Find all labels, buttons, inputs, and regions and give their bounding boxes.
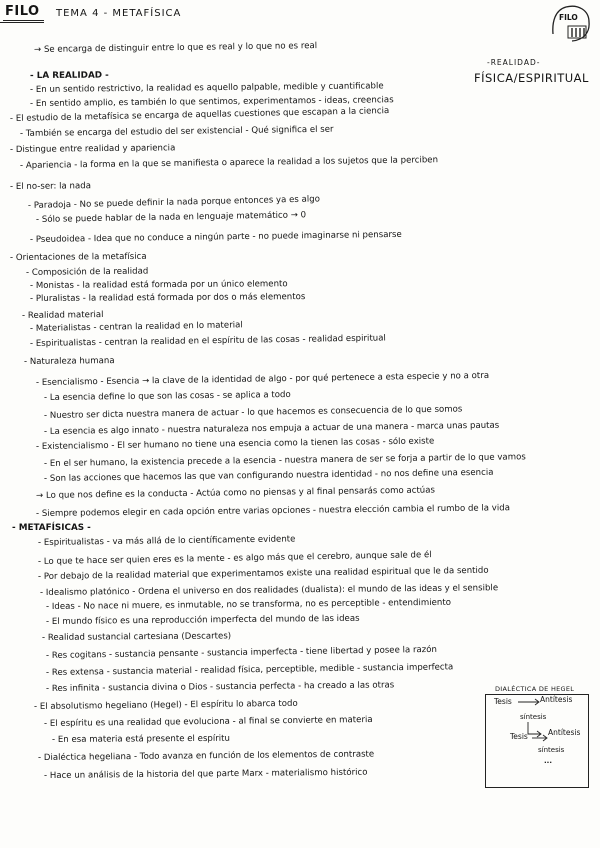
note-line: - Nuestro ser dicta nuestra manera de actuar - lo que hacemos es consecuencia de lo que somos [43, 404, 463, 421]
side-label: -REALIDAD- [487, 58, 541, 67]
note-line: - Distingue entre realidad y apariencia [9, 143, 176, 155]
diagram-antitesis-2: Antítesis [548, 728, 581, 737]
note-line: - Espiritualistas - centran la realidad en el espíritu de las cosas - realidad espiritual [29, 333, 386, 349]
note-line: - Por debajo de la realidad material que experimentamos existe una realidad espiritual que le da sentido [37, 565, 489, 582]
diagram-antitesis: Antítesis [540, 695, 573, 704]
note-line: - Sólo se puede hablar de la nada en lenguaje matemático → 0 [35, 210, 307, 225]
subject-label: FILO [3, 4, 44, 21]
note-line: - En un sentido restrictivo, la realidad es aquello palpable, medible y cuantificable [29, 81, 384, 95]
note-line: - Apariencia - la forma en la que se manifiesta o aparece la realidad a los sujetos que la perciben [19, 155, 439, 171]
note-line: - El mundo físico es una reproducción imperfecta del mundo de las ideas [45, 613, 360, 627]
note-line: - Materialistas - centran la realidad en lo material [29, 320, 243, 334]
note-line: - Dialéctica hegeliana - Todo avanza en función de los elementos de contraste [37, 749, 375, 763]
note-line: - La esencia es algo innato - nuestra naturaleza nos empuja a actuar de una manera - marca unas pautas [43, 420, 500, 437]
note-line: - Esencialismo - Esencia → la clave de la identidad de algo - por qué pertenece a esta especie y no a otra [35, 370, 490, 388]
note-line: - Siempre podemos elegir en cada opción entre varias opciones - nuestra elección cambia el rumbo de la vida [35, 503, 511, 519]
logo-text: FILO [559, 13, 578, 22]
note-line: - Monistas - la realidad está formada por un único elemento [29, 279, 288, 291]
diagram-title: DIALÉCTICA DE HEGEL [495, 685, 575, 693]
note-line: - El estudio de la metafísica se encarga de aquellas cuestiones que escapan a la ciencia [9, 106, 390, 124]
note-line: - Realidad material [21, 310, 104, 321]
diagram-tesis-2: Tesis [510, 732, 528, 741]
diagram-tesis: Tesis [494, 697, 512, 706]
diagram-sintesis-2: síntesis [538, 746, 565, 754]
note-line: - Res infinita - sustancia divina o Dios - sustancia perfecta - ha creado a las otras [45, 680, 395, 694]
hegel-dialectic-diagram [482, 684, 592, 794]
filo-logo [550, 4, 592, 44]
note-line: - Pluralistas - la realidad está formada por dos o más elementos [29, 292, 306, 304]
note-line: - Res extensa - sustancia material - realidad física, perceptible, medible - sustancia imperfecta [45, 662, 454, 678]
note-line: → Se encarga de distinguir entre lo que es real y lo que no es real [33, 41, 318, 55]
note-line: - La esencia define lo que son las cosas - se aplica a todo [43, 389, 291, 403]
note-line: - El espíritu es una realidad que evoluciona - al final se convierte en materia [43, 714, 373, 729]
note-line: - Lo que te hace ser quien eres es la mente - es algo más que el cerebro, aunque sale de él [37, 550, 432, 567]
note-line: - El absolutismo hegeliano (Hegel) - El espíritu lo abarca todo [33, 698, 298, 712]
note-line: - Composición de la realidad [25, 266, 149, 278]
note-line: - En el ser humano, la existencia precede a la esencia - nuestra manera de ser se forja a partir de lo que vamos [43, 452, 526, 469]
note-line: - Res cogitans - sustancia pensante - sustancia imperfecta - tiene libertad y posee la razón [45, 644, 438, 661]
note-line: - Realidad sustancial cartesiana (Descartes) [41, 631, 232, 643]
note-line: - En sentido amplio, es también lo que sentimos, experimentamos - ideas, creencias [29, 95, 394, 109]
note-line: - Orientaciones de la metafísica [9, 251, 147, 263]
section-heading: - LA REALIDAD - [29, 70, 109, 81]
section-heading: - METAFÍSICAS - [12, 523, 91, 533]
note-line: - Ideas - No nace ni muere, es inmutable, no se transforma, no es perceptible - entendimiento [45, 597, 451, 612]
note-line: - Son las acciones que hacemos las que van configurando nuestra identidad - no nos define una esencia [43, 467, 494, 484]
note-line: - El no-ser: la nada [9, 181, 92, 192]
diagram-ellipsis: ... [544, 757, 552, 765]
diagram-sintesis: síntesis [520, 713, 547, 721]
note-line: - Hace un análisis de la historia del que parte Marx - materialismo histórico [43, 767, 368, 781]
note-line: - En esa materia está presente el espíritu [51, 733, 231, 745]
note-line: - Espiritualistas - va más allá de lo científicamente evidente [37, 534, 296, 548]
note-line: - Naturaleza humana [23, 356, 115, 367]
note-line: → Lo que nos define es la conducta - Actúa como no piensas y al final pensarás como actúas [35, 485, 436, 501]
note-line: - Pseudoidea - Idea que no conduce a ningún parte - no puede imaginarse ni pensarse [29, 229, 402, 245]
diagram-arrows [482, 684, 592, 794]
header-rule [0, 22, 44, 23]
note-line: - También se encarga del estudio del ser existencial - Qué significa el ser [19, 124, 334, 139]
note-line: - Paradoja - No se puede definir la nada porque entonces ya es algo [27, 194, 321, 211]
note-line: - Existencialismo - El ser humano no tiene una esencia como la tienen las cosas - sólo existe [35, 436, 435, 452]
page-title: TEMA 4 - METAFÍSICA [56, 8, 182, 19]
note-line: - Idealismo platónico - Ordena el universo en dos realidades (dualista): el mundo de las ideas y el sensible [39, 583, 499, 598]
side-heading: FÍSICA/ESPIRITUAL [474, 71, 589, 85]
